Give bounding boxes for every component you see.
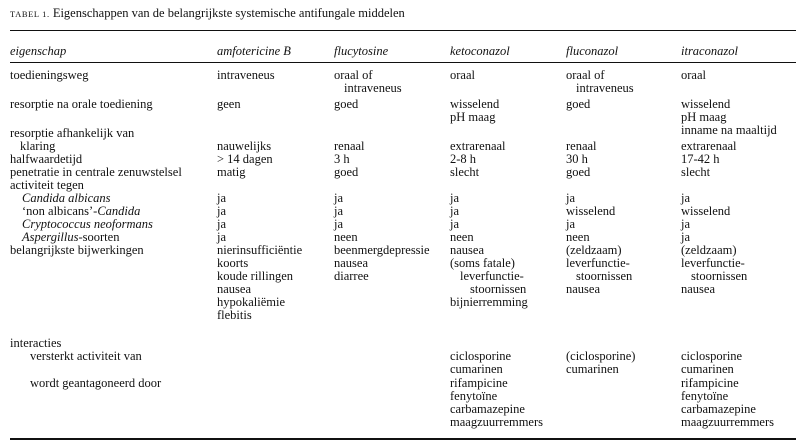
cell-toediening-amfotericine: intraveneus [217,68,275,82]
cell-bijwerkingen-ketoconazol-4: stoornissen [470,282,527,296]
cell-bijwerkingen-amfotericine-4: nausea [217,282,252,296]
cell-bijwerkingen-fluconazol-4: nausea [566,282,601,296]
header-flucytosine: flucytosine [334,44,389,58]
cell-resorptie-itraconazol-2: pH maag [681,110,727,124]
cell-toediening-ketoconazol: oraal [450,68,475,82]
cell-bijwerkingen-amfotericine-5: hypokaliëmie [217,295,286,309]
cell-versterkt-ketoconazol-1: ciclosporine [450,349,512,363]
cell-cryptococcus-ketoconazol: ja [450,217,460,231]
cell-geantagoneerd-ketoconazol-4: maagzuurremmers [450,415,544,429]
cell-geantagoneerd-ketoconazol-3: carbamazepine [450,402,525,416]
cell-resorptie-ketoconazol-1: wisselend [450,97,500,111]
cell-toediening-fluconazol-2: intraveneus [576,81,634,95]
row-label-geantagoneerd: wordt geantagoneerd door [30,376,162,390]
cell-toediening-flucytosine-2: intraveneus [344,81,402,95]
row-label-activiteit: activiteit tegen [10,178,84,192]
cell-cryptococcus-fluconazol: ja [566,217,576,231]
table-caption [10,6,405,21]
row-label-interacties: interacties [10,336,62,350]
cell-bijwerkingen-ketoconazol-3: leverfunctie- [460,269,524,283]
cell-klaring-fluconazol: renaal [566,139,597,153]
cell-resorptie-amfotericine: geen [217,97,241,111]
cell-bijwerkingen-ketoconazol-5: bijnierremming [450,295,528,309]
cell-geantagoneerd-ketoconazol-1: rifampicine [450,376,508,390]
cell-albicans-amfotericine: ja [217,191,227,205]
cell-aspergillus-itraconazol: ja [681,230,691,244]
cell-albicans-fluconazol: ja [566,191,576,205]
cell-cryptococcus-amfotericine: ja [217,217,227,231]
cell-bijwerkingen-flucytosine-3: diarree [334,269,369,283]
cell-halfwaardetijd-ketoconazol: 2-8 h [450,152,477,166]
cell-resorptie-itraconazol-1: wisselend [681,97,731,111]
cell-penetratie-amfotericine: matig [217,165,246,179]
row-label-bijwerkingen: belangrijkste bijwerkingen [10,243,144,257]
row-label-versterkt: versterkt activiteit van [30,349,142,363]
cell-klaring-itraconazol: extrarenaal [681,139,737,153]
row-label-cryptococcus: Cryptococcus neoformans [22,217,153,231]
cell-bijwerkingen-itraconazol-1: (zeldzaam) [681,243,737,257]
cell-geantagoneerd-itraconazol-1: rifampicine [681,376,739,390]
table-caption-label: TABEL 1. [10,9,50,19]
cell-bijwerkingen-fluconazol-2: leverfunctie- [566,256,630,270]
header-rule [10,62,796,63]
cell-aspergillus-fluconazol: neen [566,230,590,244]
cell-bijwerkingen-amfotericine-1: nierinsufficiëntie [217,243,303,257]
cell-versterkt-fluconazol-2: cumarinen [566,362,619,376]
cell-bijwerkingen-ketoconazol-1: nausea [450,243,485,257]
cell-bijwerkingen-itraconazol-4: nausea [681,282,716,296]
header-fluconazol: fluconazol [566,44,619,58]
cell-bijwerkingen-amfotericine-3: koude rillingen [217,269,294,283]
cell-toediening-fluconazol-1: oraal of [566,68,605,82]
header-itraconazol: itraconazol [681,44,738,58]
cell-versterkt-ketoconazol-2: cumarinen [450,362,503,376]
row-label-candida-albicans: Candida albicans [22,191,111,205]
table-caption-text: Eigenschappen van de belangrijkste systemische antifungale middelen [52,6,405,20]
cell-cryptococcus-flucytosine: ja [334,217,344,231]
cell-nonalbicans-flucytosine: ja [334,204,344,218]
cell-resorptie-itraconazol-3: inname na maaltijd [681,123,777,137]
cell-nonalbicans-ketoconazol: ja [450,204,460,218]
cell-albicans-itraconazol: ja [681,191,691,205]
header-ketoconazol: ketoconazol [450,44,510,58]
cell-toediening-flucytosine-1: oraal of [334,68,373,82]
cell-penetratie-flucytosine: goed [334,165,359,179]
cell-penetratie-fluconazol: goed [566,165,591,179]
cell-penetratie-ketoconazol: slecht [450,165,480,179]
row-label-non-albicans-prefix: ‘non albicans’- [22,204,98,218]
cell-versterkt-fluconazol-1: (ciclosporine) [566,349,636,363]
row-label-aspergillus-genus: Aspergillus [22,230,79,244]
cell-geantagoneerd-itraconazol-2: fenytoïne [681,389,729,403]
cell-aspergillus-amfotericine: ja [217,230,227,244]
cell-klaring-flucytosine: renaal [334,139,365,153]
cell-albicans-ketoconazol: ja [450,191,460,205]
row-label-toedieningsweg: toedieningsweg [10,68,89,82]
cell-bijwerkingen-itraconazol-3: stoornissen [691,269,748,283]
cell-halfwaardetijd-fluconazol: 30 h [566,152,588,166]
top-rule [10,30,796,31]
cell-versterkt-itraconazol-2: cumarinen [681,362,734,376]
bottom-rule [10,438,796,440]
cell-bijwerkingen-flucytosine-1: beenmergdepressie [334,243,430,257]
cell-halfwaardetijd-amfotericine: > 14 dagen [217,152,273,166]
row-label-aspergillus-suffix: -soorten [78,230,120,244]
row-label-resorptie-afhankelijk: resorptie afhankelijk van [10,126,135,140]
cell-aspergillus-ketoconazol: neen [450,230,474,244]
cell-halfwaardetijd-flucytosine: 3 h [334,152,350,166]
cell-halfwaardetijd-itraconazol: 17-42 h [681,152,720,166]
cell-geantagoneerd-itraconazol-4: maagzuurremmers [681,415,775,429]
row-label-halfwaardetijd: halfwaardetijd [10,152,83,166]
cell-albicans-flucytosine: ja [334,191,344,205]
cell-versterkt-itraconazol-1: ciclosporine [681,349,743,363]
cell-bijwerkingen-fluconazol-1: (zeldzaam) [566,243,622,257]
header-amfotericine: amfotericine B [217,44,291,58]
cell-bijwerkingen-fluconazol-3: stoornissen [576,269,633,283]
row-label-penetratie: penetratie in centrale zenuwstelsel [10,165,182,179]
cell-bijwerkingen-amfotericine-6: flebitis [217,308,252,322]
cell-penetratie-itraconazol: slecht [681,165,711,179]
cell-nonalbicans-amfotericine: ja [217,204,227,218]
cell-resorptie-fluconazol: goed [566,97,591,111]
cell-geantagoneerd-itraconazol-3: carbamazepine [681,402,756,416]
cell-klaring-ketoconazol: extrarenaal [450,139,506,153]
cell-bijwerkingen-ketoconazol-2: (soms fatale) [450,256,515,270]
row-label-klaring: klaring [20,139,56,153]
cell-cryptococcus-itraconazol: ja [681,217,691,231]
cell-nonalbicans-fluconazol: wisselend [566,204,616,218]
cell-resorptie-ketoconazol-2: pH maag [450,110,496,124]
cell-aspergillus-flucytosine: neen [334,230,358,244]
cell-resorptie-flucytosine: goed [334,97,359,111]
row-label-resorptie: resorptie na orale toediening [10,97,153,111]
cell-klaring-amfotericine: nauwelijks [217,139,272,153]
cell-bijwerkingen-flucytosine-2: nausea [334,256,369,270]
row-label-non-albicans-candida: Candida [97,204,141,218]
cell-bijwerkingen-itraconazol-2: leverfunctie- [681,256,745,270]
cell-toediening-itraconazol: oraal [681,68,706,82]
cell-bijwerkingen-amfotericine-2: koorts [217,256,249,270]
cell-geantagoneerd-ketoconazol-2: fenytoïne [450,389,498,403]
header-property: eigenschap [10,44,67,58]
cell-nonalbicans-itraconazol: wisselend [681,204,731,218]
